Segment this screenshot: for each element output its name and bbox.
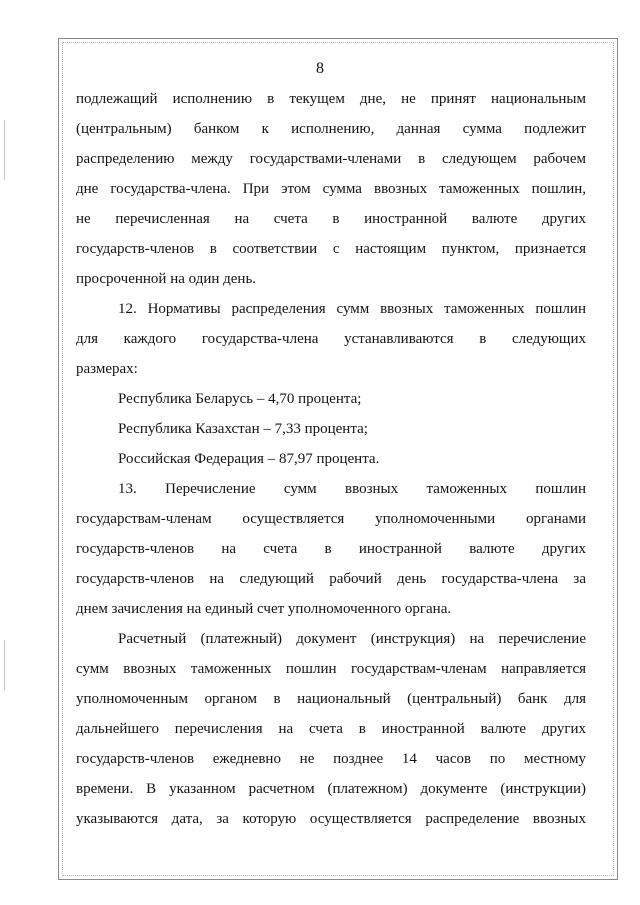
text-line: распределению между государствами-членами в следующем рабочем: [76, 151, 586, 167]
text-line: времени. В указанном расчетном (платежном) документе (инструкции): [76, 781, 586, 797]
text-line: подлежащий исполнению в текущем дне, не принят национальным: [76, 91, 586, 107]
text-line: Республика Казахстан – 7,33 процента;: [118, 421, 368, 437]
text-line: уполномоченным органом в национальный (центральный) банк для: [76, 691, 586, 707]
text-line: государств-членов ежедневно не позднее 14 часов по местному: [76, 751, 586, 767]
scan-margin-mark: [4, 120, 5, 180]
text-line: дне государства-члена. При этом сумма ввозных таможенных пошлин,: [76, 181, 586, 197]
text-line: 13. Перечисление сумм ввозных таможенных пошлин: [118, 481, 586, 497]
text-line: государств-членов на счета в иностранной валюте других: [76, 541, 586, 557]
text-line: указываются дата, за которую осуществляется распределение ввозных: [76, 811, 586, 827]
text-line: днем зачисления на единый счет уполномоченного органа.: [76, 601, 452, 617]
scan-margin-mark: [4, 640, 5, 690]
text-line: дальнейшего перечисления на счета в иностранной валюте других: [76, 721, 586, 737]
text-line: для каждого государства-члена устанавливаются в следующих: [76, 331, 586, 347]
text-line: государств-членов на следующий рабочий день государства-члена за: [76, 571, 586, 587]
text-line: Расчетный (платежный) документ (инструкция) на перечисление: [118, 631, 586, 647]
text-line: Российская Федерация – 87,97 процента.: [118, 451, 380, 467]
page-number: 8: [316, 60, 324, 77]
text-line: государств-членов в соответствии с настоящим пунктом, признается: [76, 241, 586, 257]
text-line: государствам-членам осуществляется уполномоченными органами: [76, 511, 586, 527]
text-line: размерах:: [76, 361, 138, 377]
text-line: не перечисленная на счета в иностранной валюте других: [76, 211, 586, 227]
text-line: сумм ввозных таможенных пошлин государствам-членам направляется: [76, 661, 586, 677]
text-line: просроченной на один день.: [76, 271, 257, 287]
body-text: [76, 84, 586, 834]
text-line: (центральным) банком к исполнению, данная сумма подлежит: [76, 121, 586, 137]
text-line: 12. Нормативы распределения сумм ввозных таможенных пошлин: [118, 301, 586, 317]
text-line: Республика Беларусь – 4,70 процента;: [118, 391, 362, 407]
